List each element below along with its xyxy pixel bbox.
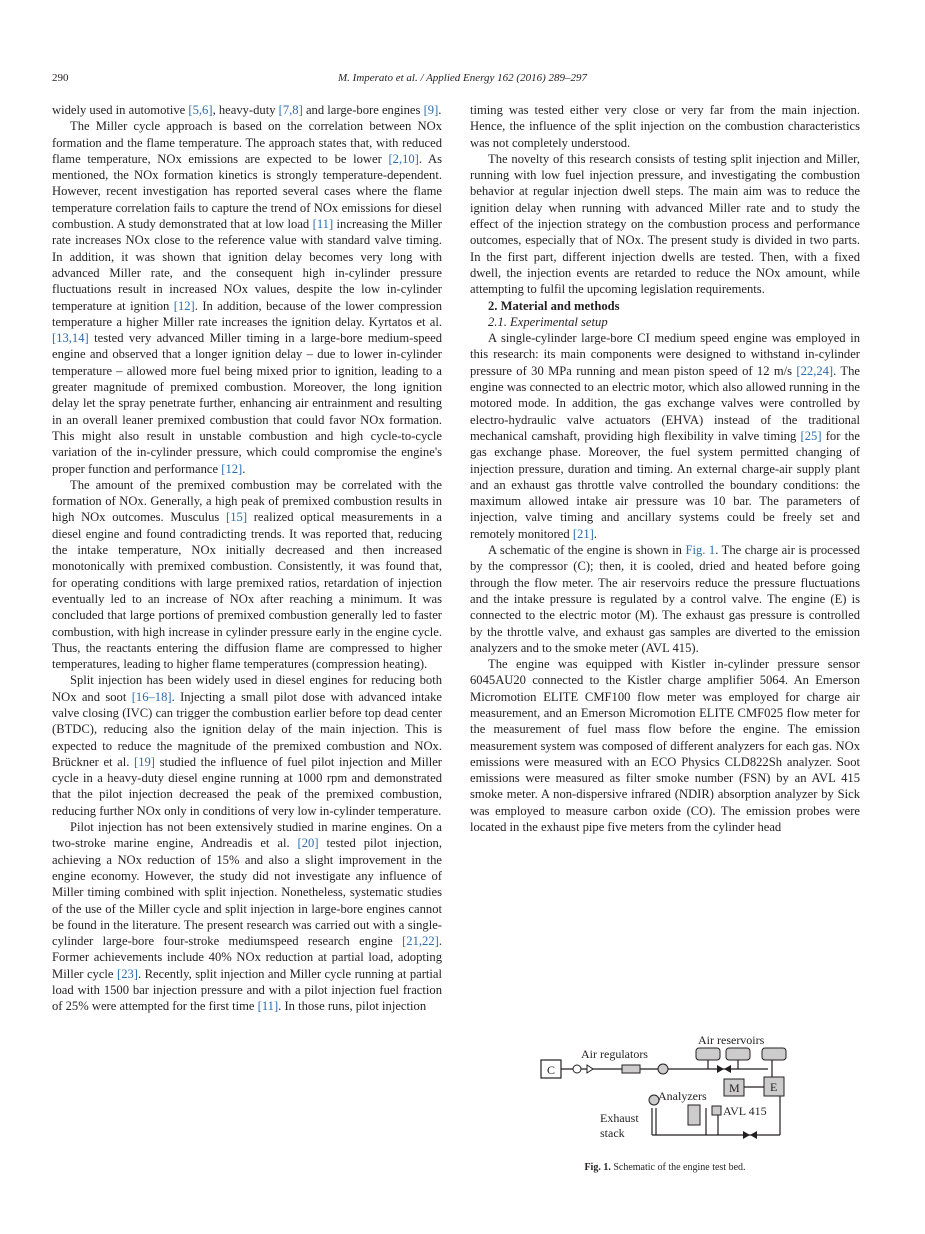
- paragraph-text: . Former achievements include 40% NOx reduction at partial load, adopting Miller cycle: [52, 934, 442, 981]
- label-avl: AVL 415: [723, 1104, 767, 1118]
- cooler-symbol: [622, 1065, 640, 1073]
- air-reservoir: [726, 1048, 750, 1060]
- paragraph: [52, 102, 442, 118]
- citation-link[interactable]: [15]: [226, 510, 248, 525]
- regulator-symbol: [573, 1065, 581, 1073]
- paragraph-text: A single-cylinder large-bore CI medium speed engine was employed in this research: its main components were designed to withstand in-cylinder pressure of 30 MPa running and mean piston speed of 12 m/s: [470, 331, 860, 378]
- paragraph-text: . As mentioned, the NOx formation kinetics is strongly temperature-dependent. However, recent investigation has reported several cases where the flame temperature correlation fails to capture the trend of NOx emissions for diesel combustion. A study demonstrated that at low load: [52, 151, 442, 232]
- label-air-reservoirs: Air reservoirs: [698, 1033, 765, 1047]
- engine-schematic-figure: [536, 1030, 796, 1150]
- paragraph: [470, 151, 860, 298]
- flow-meter-symbol: [658, 1064, 668, 1074]
- right-column: [470, 102, 860, 835]
- citation-link[interactable]: [23]: [117, 966, 138, 981]
- citation-link[interactable]: [21,22]: [402, 934, 439, 949]
- paragraph-text: tested very advanced Miller timing in a large-bore medium-speed engine and observed that a longer ignition delay – due to lower in-cylinder temperature – allowed more fuel being mixed prior to ignition, leading to a greater magnitude of premixed combustion. Moreover, the long ignition delay let the spray penetrate further, enhancing air entrainment and resulting in an overall leaner premixed combustion that could favor NOx formation. This might also result in unstable combustion and high cycle-to-cycle variation of the in-cylinder pressure, which could compromise the engine's proper function and performance: [52, 331, 442, 476]
- paragraph: [470, 330, 860, 542]
- label-air-regulators: Air regulators: [581, 1047, 648, 1061]
- paragraph-text: for the gas exchange phase. Moreover, the fuel system permitted changing of injection pressure, duration and timing. An external charge-air supply plant and an exhaust gas throttle valve controlled the boundary conditions: the maximum allowed intake air pressure was 10 bar. The parameters of injection, valve timing and ancillary systems could be freely set and remotely monitored: [470, 428, 860, 541]
- paragraph-text: Pilot injection has not been extensively studied in marine engines. On a two-stroke marine engine, Andreadis et al.: [52, 820, 442, 851]
- valve-symbol: [750, 1131, 757, 1139]
- citation-link[interactable]: [19]: [134, 754, 155, 769]
- valve-symbol: [717, 1065, 724, 1073]
- running-title: M. Imperato et al. / Applied Energy 162 (2016) 289–297: [338, 72, 587, 84]
- paragraph-text: .: [242, 461, 246, 476]
- paragraph-text: The amount of the premixed combustion may be correlated with the formation of NOx. Generally, a high peak of premixed combustion results in high NOx outcomes. Musculus: [52, 477, 442, 525]
- avl-box: [712, 1106, 721, 1115]
- figure-caption-text: Schematic of the engine test bed.: [610, 1162, 746, 1173]
- citation-link[interactable]: [13,14]: [52, 331, 89, 346]
- citation-link[interactable]: [25]: [800, 428, 822, 443]
- paragraph-text: . Recently, split injection and Miller cycle running at partial load with 1500 bar injection pressure and with a pilot injection fuel fraction of 25% were attempted for the first time: [52, 966, 442, 1014]
- citation-link[interactable]: [11]: [257, 999, 279, 1014]
- valve-symbol: [724, 1065, 731, 1073]
- section-heading: 2. Material and methods: [488, 298, 620, 313]
- citation-link[interactable]: [7,8]: [278, 103, 303, 117]
- paragraph-text: Split injection has been widely used in diesel engines for reducing both NOx and soot: [52, 673, 442, 704]
- air-reservoir: [762, 1048, 786, 1060]
- air-reservoir: [696, 1048, 720, 1060]
- paragraph-text: . The charge air is processed by the compressor (C); then, it is cooled, dried and heated before going through the flow meter. The air reservoirs reduce the pressure fluctuations and the intake pressure is regulated by a control valve. The engine (E) is connected to the electric motor (M). The exhaust gas pressure is controlled by the throttle valve, and exhaust gas samples are diverted to the emission analyzers and to the smoke meter (AVL 415).: [470, 543, 860, 655]
- citation-link[interactable]: [22,24]: [796, 363, 834, 378]
- paragraph-text: . Injecting a small pilot dose with advanced intake valve closing (IVC) can trigger the combustion earlier before top dead center (BTDC), reducing also the ignition delay of the main injection. This is expected to reduce the magnitude of the premixed combustion and NOx. Brückner et al.: [52, 689, 442, 769]
- paragraph-text: .: [593, 526, 597, 541]
- paragraph-text: widely used in automotive: [52, 103, 189, 117]
- paragraph: [52, 477, 442, 673]
- paragraph: [470, 102, 860, 151]
- paragraph: [470, 656, 860, 835]
- paragraph-text: The engine was equipped with Kistler in-cylinder pressure sensor 6045AU20 connected to the Kistler charge amplifier 5064. An Emerson Micromotion ELITE CMF100 flow meter was employed for charge air measurement, and an Emerson Micromotion ELITE CMF025 flow meter for the measurement of fuel mass flow before the engine. The emission measurement system was composed of different analyzers for each gas. NOx emissions were measured with an ECO Physics CLD822Sh analyzer. Soot emissions were measured as filter smoke number (FSN) by an AVL 415 smoke meter. A non-dispersive infrared (NDIR) absorption analyzer by Sick was employed to measure carbon oxide (CO). The emission probes were located in the exhaust pipe five meters from the cylinder head: [470, 657, 860, 835]
- analyzer-box: [688, 1105, 700, 1125]
- citation-link[interactable]: [11]: [312, 217, 334, 232]
- label-compressor: C: [547, 1063, 556, 1077]
- citation-link[interactable]: [20]: [297, 836, 319, 851]
- citation-link[interactable]: [5,6]: [188, 103, 213, 117]
- paragraph-text: The novelty of this research consists of testing split injection and Miller, running with low fuel injection pressure, and investigating the combustion behavior at regular injection dwell steps. The main aim was to reduce the ignition delay when running with advanced Miller rate and to study the effect of the injection strategy on the combustion process and performance outcomes, especially that of NOx. The present study is divided in two parts. In the first part, different injection dwells are tested. Then, with a fixed dwell, the injection events are retarded to reduce the NOx amount, while attempting to fulfil the upcoming legislation requirements.: [470, 151, 860, 297]
- citation-link[interactable]: [12]: [173, 298, 195, 313]
- citation-link[interactable]: Fig. 1: [685, 543, 716, 558]
- subsection-heading: 2.1. Experimental setup: [488, 314, 608, 329]
- paragraph-text: realized optical measurements in a diesel engine and found contradicting trends. It was reported that, reducing the intake temperature, NOx initially decreased and then increased monotonically with premixed combustion. Consistently, it was found that, for operating conditions with large premixed ratios, retardation of injection eventually led to an increase of NOx after reaching a minimum. It was concluded that large portions of premixed combustion generally led to faster combustion, with high increase in cylinder pressure early in the engine cycle. Thus, the reactants entering the diffusion flame are compressed to higher temperatures, leading to higher flame temperatures (compression heating).: [52, 510, 442, 672]
- paragraph-text: tested pilot injection, achieving a NOx reduction of 15% and also a slight improvement in the engine economy. However, the study did not investigate any influence of Miller timing combined with split injection. Nonetheless, systematic studies of the use of the Miller cycle and split injection in large-bore engines cannot be found in the literature. The present research was carried out with a single-cylinder large-bore four-stroke mediumspeed research engine: [52, 836, 442, 949]
- label-engine: E: [770, 1080, 778, 1094]
- paragraph: [52, 118, 442, 477]
- label-motor: M: [729, 1081, 740, 1095]
- paragraph-text: A schematic of the engine is shown in: [488, 543, 686, 558]
- regulator-symbol: [587, 1065, 593, 1073]
- paragraph-text: and large-bore engines: [302, 103, 424, 117]
- label-exhaust: Exhaust: [600, 1111, 639, 1125]
- citation-link[interactable]: [16–18]: [131, 689, 172, 704]
- label-analyzers: Analyzers: [658, 1089, 707, 1103]
- paragraph-text: , heavy-duty: [212, 103, 279, 117]
- citation-link[interactable]: [2,10]: [388, 151, 419, 166]
- paragraph: [52, 819, 442, 1015]
- paragraph-text: timing was tested either very close or very far from the main injection. Hence, the influence of the split injection on the combustion characteristics was not completely understood.: [470, 103, 860, 150]
- paragraph-text: The Miller cycle approach is based on the correlation between NOx formation and the flame temperature. The approach states that, with reduced flame temperature, NOx emissions are expected to be lower: [52, 119, 442, 166]
- label-stack: stack: [600, 1126, 625, 1140]
- citation-link[interactable]: [12]: [221, 461, 243, 476]
- paragraph-text: . In those runs, pilot injection: [278, 999, 427, 1014]
- citation-link[interactable]: [21]: [572, 526, 594, 541]
- paragraph: [52, 672, 442, 819]
- paragraph-text: studied the influence of fuel pilot injection and Miller cycle in a heavy-duty diesel engine running at 1000 rpm and demonstrated that the pilot injection decreased the peak of the premixed combustion, reducing further NOx only in conditions of very low in-cylinder temperature.: [52, 754, 442, 818]
- valve-symbol: [743, 1131, 750, 1139]
- figure-caption: [470, 1162, 860, 1173]
- paragraph-text: increasing the Miller rate increases NOx close to the reference value with standard valve timing. In addition, it was shown that ignition delay becomes very long with advanced Miller rate, and the consequent high in-cylinder pressure fluctuations result in increased NOx values, despite the low in-cylinder temperature at ignition: [52, 217, 442, 313]
- paragraph: [470, 542, 860, 656]
- citation-link[interactable]: [9]: [423, 103, 439, 117]
- engine-schematic: [536, 1030, 796, 1150]
- left-column: [52, 102, 442, 1015]
- page-number: 290: [52, 72, 69, 84]
- paragraph-text: . In addition, because of the lower compression temperature a higher Miller rate increases the ignition delay. Kyrtatos et al.: [52, 298, 442, 329]
- paragraph-text: . The engine was connected to an electric motor, which also allowed running in the motored mode. In addition, the gas exchange valves were controlled by electro-hydraulic valve actuators (EHVA) instead of the traditional mechanical camshaft, providing high flexibility in valve timing: [470, 363, 860, 443]
- figure-caption-label: Fig. 1.: [584, 1162, 611, 1173]
- paragraph-text: .: [438, 103, 442, 117]
